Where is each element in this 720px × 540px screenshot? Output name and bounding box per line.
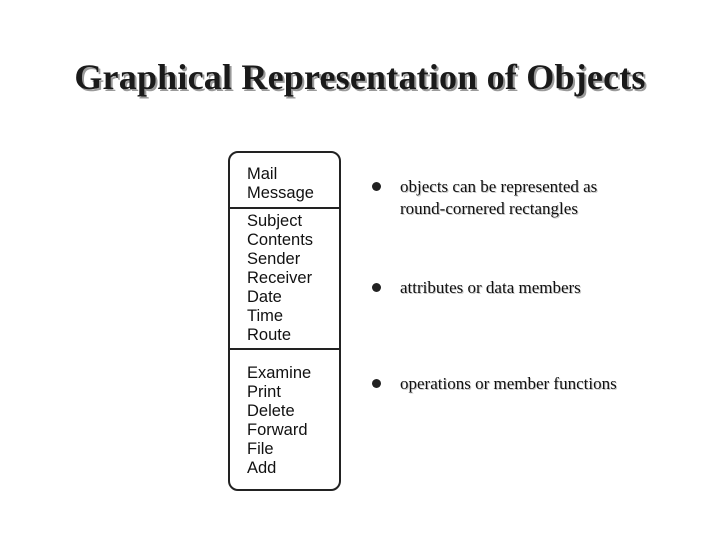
attribute-item: Date xyxy=(247,288,282,306)
bullet-dot-icon xyxy=(372,182,381,191)
attributes-operations-divider xyxy=(230,348,339,350)
attribute-item: Route xyxy=(247,326,292,344)
operation-item: Add xyxy=(247,459,277,477)
bullet-dot-icon xyxy=(372,379,381,388)
bullet-text-line: round-cornered rectangles xyxy=(400,199,578,218)
attribute-item: Time xyxy=(247,307,284,325)
object-diagram-box xyxy=(228,151,341,491)
object-name-line: Message xyxy=(247,184,314,202)
bullet-text-line: objects can be represented as xyxy=(400,177,598,196)
operation-item: Forward xyxy=(247,421,308,439)
bullet-dot-icon xyxy=(372,283,381,292)
operation-item: Examine xyxy=(247,364,312,382)
bullet-text xyxy=(400,373,700,395)
object-name-line: Mail xyxy=(247,165,278,183)
bullet-text xyxy=(400,277,700,299)
attribute-item: Sender xyxy=(247,250,301,268)
attribute-item: Receiver xyxy=(247,269,313,287)
bullet-text-line: attributes or data members xyxy=(400,278,581,297)
bullet-text-line: operations or member functions xyxy=(400,374,617,393)
operation-item: File xyxy=(247,440,274,458)
operations-section xyxy=(247,364,311,478)
bullet-text xyxy=(400,176,700,220)
attribute-item: Contents xyxy=(247,231,314,249)
slide-title: Graphical Representation of Objects xyxy=(74,57,646,97)
name-attributes-divider xyxy=(230,207,339,209)
operation-item: Delete xyxy=(247,402,295,420)
attribute-item: Subject xyxy=(247,212,303,230)
object-name-section xyxy=(247,165,314,203)
attributes-section xyxy=(247,212,313,345)
operation-item: Print xyxy=(247,383,281,401)
